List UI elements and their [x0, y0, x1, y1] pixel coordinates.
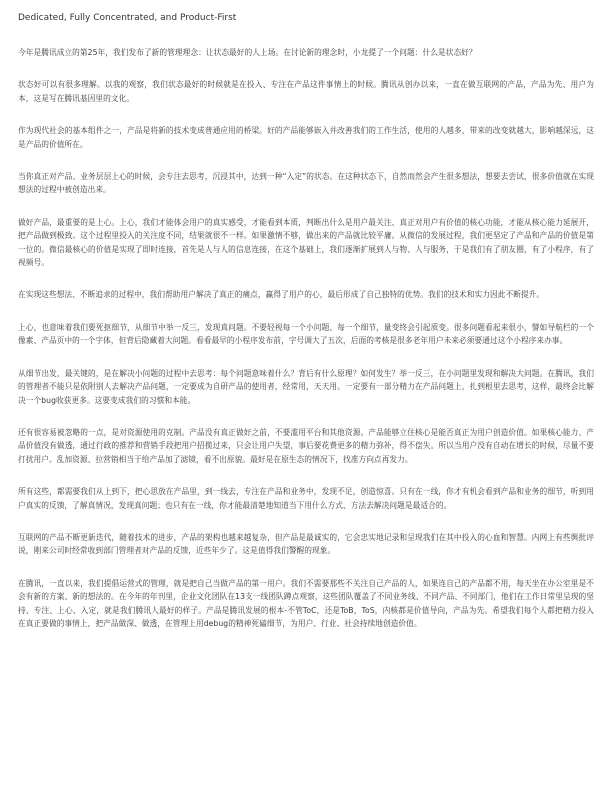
- paragraph: 所有这些，都需要我们从上到下，把心思放在产品里，到一线去，专注在产品和业务中，发现不足，创造惊喜。只有在一线，你才有机会看到产品和业务的细节，听到用户真实的反馈，了解真情况，发现真问题；也只有在一线，你才能最清楚地知道当下用什么方式、方法去解决问题是最适合的。: [18, 487, 594, 510]
- paragraph: 今年是腾讯成立的第25年，我们发布了新的管理理念：让状态最好的人上场。在讨论新的理念时，小龙提了一个问题：什么是状态好？: [18, 48, 477, 57]
- paragraph: 还有很容易被忽略的一点，是对资源使用的克制。产品没有真正做好之前，不要滥用平台和其他资源。产品能够立住核心是能否真正为用户创造价值。如果核心能力、产品价值没有做透，通过行政的推荐和营销手段把用户招揽过来，只会让用户失望，事后要花费更多的精力弥补，得不偿失。所以当用户没有自动在增长的时候，尽量不要打扰用户。乱加资源、拉营销相当于给产品加了滤镜，看不出原貌。最好是在原生态的情况下，找准方向点再发力。: [18, 427, 594, 464]
- paragraph: 做好产品，最重要的是上心。上心，我们才能体会用户的真实感受，才能看到本质，判断出什么是用户最关注、真正对用户有价值的核心功能，才能从核心能力延展开，把产品做到极致。这个过程里投入的关注度不同，结果就很不一样。如果激情不够，做出来的产品就比较平庸。从微信的发展过程，我们更坚定了产品和产品的价值是第一位的。微信最核心的价值是实现了即时连接，首先是人与人的信息连接，在这个基础上，我们逐渐扩展到人与物、人与服务，于是我们有了朋友圈，有了小程序，有了视频号。: [18, 217, 594, 268]
- paragraph: 在实现这些想法、不断追求的过程中，我们帮助用户解决了真正的痛点，赢得了用户的心，最后形成了自己独特的优势。我们的技术和实力因此不断提升。: [18, 290, 545, 300]
- paragraph: 上心，也意味着我们要死抠细节，从细节中举一反三，发现真问题。不要轻视每一个小问题、每一个细节，量变终会引起质变。很多问题看起来很小，譬如导航栏的一个像素、产品页中的一个字体，但背后隐藏着大问题。看看最早的小程序发布前，字号调大了五次，后面的考核是很多老年用户未来必须要通过这个小程序来办事。: [18, 322, 594, 346]
- paragraph: 互联网的产品不断更新迭代，随着技术的进步，产品的架构也越来越复杂，但产品是最诚实的，它会忠实地记录和呈现我们在其中投入的心血和智慧。内网上有些舆批评说，刚来公司时经常收到部门管理者对产品的反馈，近些年少了。这是值得我们警醒的现象。: [18, 532, 594, 556]
- document-body: [18, 46, 594, 630]
- paragraph: 状态好可以有很多理解。以我的观察，我们状态最好的时候就是在投入、专注在产品这件事情上的时候。腾讯从创办以来，一直在做互联网的产品，产品为先、用户为本，这是写在腾讯基因里的文化。: [18, 80, 594, 103]
- paragraph: 从细节出发，最关键的，是在解决小问题的过程中去思考：每个问题意味着什么？背后有什么原理？如何发生？举一反三，在小问题里发现和解决大问题。在腾讯，我们的管理者不能只是依附别人去解决产品问题，一定要成为自研产品的使用者，经常用，天天用。一定要有一部分精力在产品问题上，扎到根里去思考，这样，最终会比解决一个bug收获更多。这要变成我们的习惯和本能。: [18, 368, 594, 405]
- document-title: Dedicated, Fully Concentrated, and Product-First: [18, 13, 237, 23]
- paragraph: 作为现代社会的基本组件之一，产品是将新的技术变成普通应用的桥梁。好的产品能够嵌入并改善我们的工作生活，使用的人越多，带来的改变就越大，影响越深远，这是产品的价值所在。: [18, 126, 594, 149]
- paragraph: 当你真正对产品、业务层层上心的时候，会专注去思考，沉浸其中，达到一种“入定”的状态。在这种状态下，自然而然会产生很多想法，想要去尝试，很多价值就在实现想法的过程中被创造出来。: [18, 172, 594, 195]
- paragraph: 在腾讯，一直以来，我们提倡运营式的管理，就是把自己当做产品的第一用户。我们不需要那些不关注自己产品的人，如果连自己的产品都不用，每天坐在办公室里是不会有新的方案、新的想法的。在今年的年刊里，企业文化团队在13支一线团队蹲点观察，这些团队覆盖了不同业务线、不同产品、不同部门，他们在工作日常里呈现的坚持、专注、上心、入定，就是我们腾讯人最好的样子。产品是腾讯发展的根本-不管ToC，还是ToB，ToS，内核都是价值导向，产品为先。希望我们每个人都把精力投入在真正要做的事情上，把产品做深、做透，在管理上用debug的精神死磕细节，为用户、行业、社会持续地创造价值。: [18, 578, 594, 628]
